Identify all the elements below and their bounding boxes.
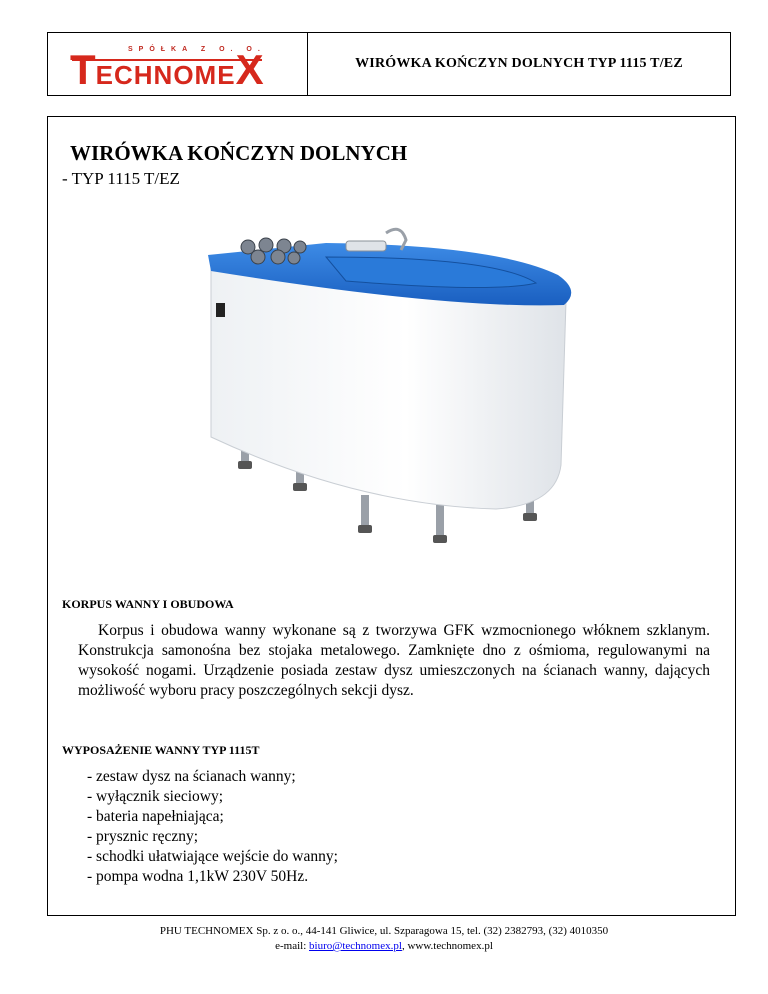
footer-website: www.technomex.pl xyxy=(407,940,493,952)
section-heading-body: KORPUS WANNY I OBUDOWA xyxy=(62,597,234,611)
power-switch xyxy=(216,303,225,317)
logo-letter-x: X xyxy=(235,46,264,93)
page-title: WIRÓWKA KOŃCZYN DOLNYCH xyxy=(70,141,408,165)
footer-separator: , xyxy=(401,940,408,952)
footer-email-label: e-mail: xyxy=(275,940,310,952)
section-body-text: Korpus i obudowa wanny wykonane są z tworzywa GFK wzmocnionego włóknem szklanym. Konstrukcja samonośna bez stojaka metalowego. Zamknięte dno z ośmioma, regulowanymi na wysokość nogami. Urządzenie posiada zestaw dysz umieszczonych na ścianach wanny, dających możliwość wyboru pracy poszczególnych sekcji dysz. xyxy=(78,622,710,699)
content-frame xyxy=(47,116,736,916)
equipment-list xyxy=(87,767,338,887)
email-link[interactable]: biuro@technomex.pl xyxy=(309,940,402,952)
logo-middle: ECHNOME xyxy=(95,60,236,90)
document-header xyxy=(47,32,731,96)
technomex-logo xyxy=(48,33,308,95)
document-footer xyxy=(0,924,768,954)
header-title: WIRÓWKA KOŃCZYN DOLNYCH TYP 1115 T/EZ xyxy=(355,56,683,71)
logo-letter-t: T xyxy=(70,46,96,93)
page-subtitle: - TYP 1115 T/EZ xyxy=(62,169,180,188)
list-item: - bateria napełniająca; xyxy=(87,808,224,825)
list-item: - wyłącznik sieciowy; xyxy=(87,788,224,805)
logo-wordmark xyxy=(70,46,264,93)
list-item: - schodki ułatwiające wejście do wanny; xyxy=(87,848,338,865)
list-item: - prysznic ręczny; xyxy=(87,828,199,845)
bathtub-image xyxy=(196,205,596,575)
footer-contact xyxy=(0,939,768,954)
section-heading-equipment: WYPOSAŻENIE WANNY TYP 1115T xyxy=(62,743,260,757)
logo-tagline: SPÓŁKA Z O. O. xyxy=(128,46,266,53)
footer-address: PHU TECHNOMEX Sp. z o. o., 44-141 Gliwice, ul. Szparagowa 15, tel. (32) 2382793, (32) 4010350 xyxy=(159,925,609,937)
list-item: - pompa wodna 1,1kW 230V 50Hz. xyxy=(87,868,309,885)
list-item: - zestaw dysz na ścianach wanny; xyxy=(87,768,296,785)
